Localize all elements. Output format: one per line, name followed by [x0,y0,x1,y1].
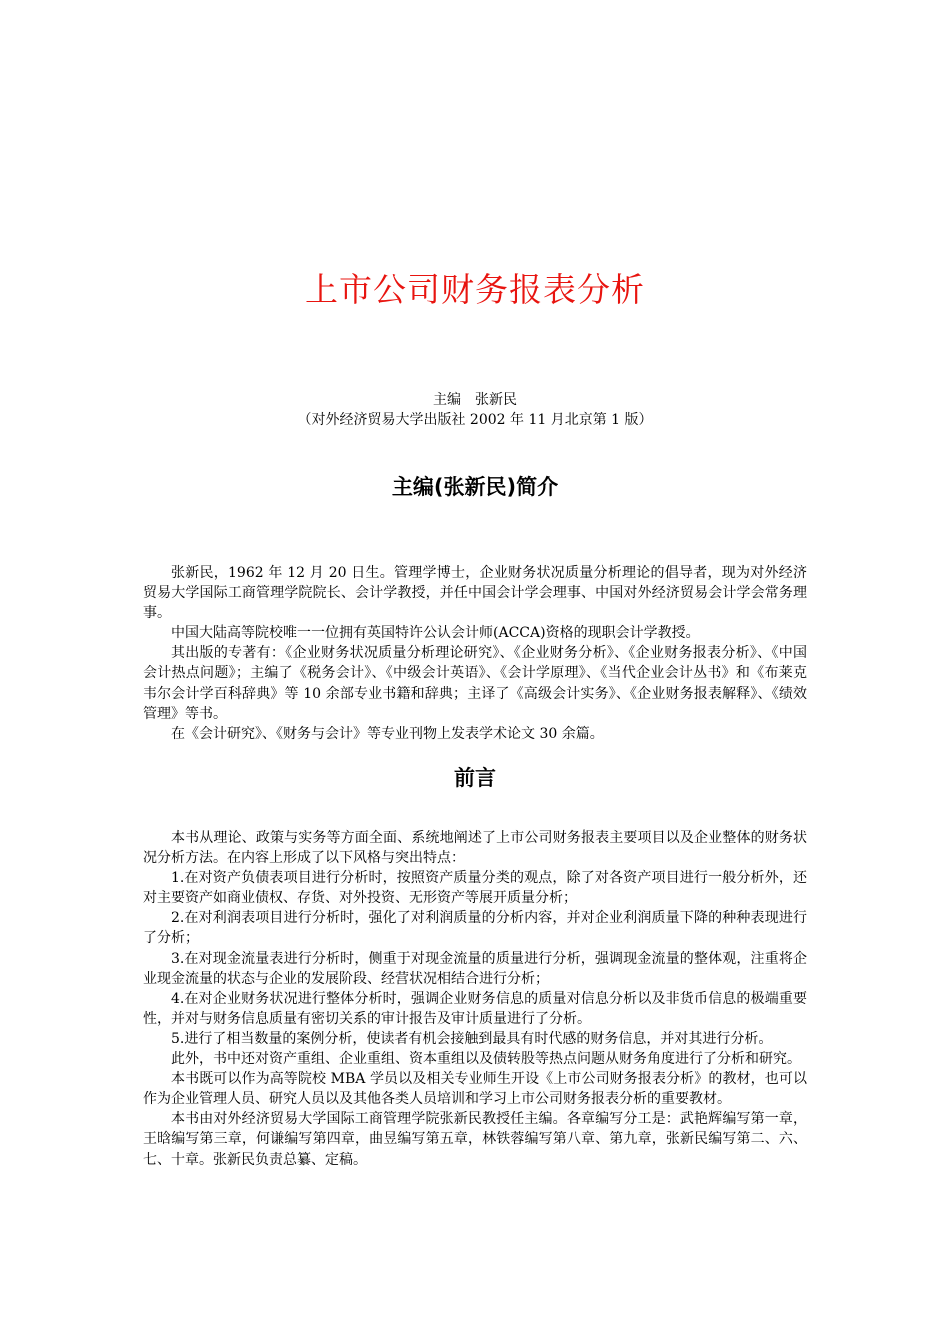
edition-line: （对外经济贸易大学出版社 2002 年 11 月北京第 1 版） [297,412,653,428]
bio-section [143,563,807,744]
preface-paragraph: 1.在对资产负债表项目进行分析时，按照资产质量分类的观点，除了对各资产项目进行一般分析外，还对主要资产如商业债权、存货、对外投资、无形资产等展开质量分析； [143,870,807,907]
book-title: 上市公司财务报表分析 [305,270,645,309]
preface-paragraph: 2.在对利润表项目进行分析时，强化了对利润质量的分析内容，并对企业利润质量下降的种种表现进行了分析； [143,910,807,947]
bio-paragraph: 中国大陆高等院校唯一一位拥有英国特许公认会计师(ACCA)资格的现职会计学教授。 [171,625,700,642]
preface-heading: 前言 [454,766,496,790]
preface-paragraph: 此外，书中还对资产重组、企业重组、资本重组以及债转股等热点问题从财务角度进行了分析和研究。 [171,1051,801,1068]
bio-paragraph: 在《会计研究》、《财务与会计》等专业刊物上发表学术论文 30 余篇。 [171,725,604,742]
bio-paragraph: 张新民，1962 年 12 月 20 日生。管理学博士，企业财务状况质量分析理论的倡导者，现为对外经济贸易大学国际工商管理学院院长、会计学教授，并任中国会计学会理事、中国对外经济贸易会计学会常务理事。 [143,565,807,622]
preface-paragraph: 本书从理论、政策与实务等方面全面、系统地阐述了上市公司财务报表主要项目以及企业整体的财务状况分析方法。在内容上形成了以下风格与突出特点： [143,830,807,867]
preface-paragraph: 本书由对外经济贸易大学国际工商管理学院张新民教授任主编。各章编写分工是：武艳辉编写第一章，王晗编写第三章，何谦编写第四章，曲昱编写第五章，林铁蓉编写第八章、第九章，张新民编写第二、六、七、十章。张新民负责总纂、定稿。 [143,1111,807,1168]
preface-section [143,828,807,1170]
bio-heading: 主编(张新民)简介 [391,475,559,499]
editor-line: 主编 张新民 [433,392,517,408]
preface-paragraph: 本书既可以作为高等院校 MBA 学员以及相关专业师生开设《上市公司财务报表分析》的教材，也可以作为企业管理人员、研究人员以及其他各类人员培训和学习上市公司财务报表分析的重要教材。 [143,1071,807,1108]
preface-paragraph: 4.在对企业财务状况进行整体分析时，强调企业财务信息的质量对信息分析以及非货币信息的极端重要性，并对与财务信息质量有密切关系的审计报告及审计质量进行了分析。 [143,990,807,1027]
bio-paragraph: 其出版的专著有：《企业财务状况质量分析理论研究》、《企业财务分析》、《企业财务报表分析》、《中国会计热点问题》；主编了《税务会计》、《中级会计英语》、《会计学原理》、《当代企业会计丛书》和《布莱克韦尔会计学百科辞典》等 10 余部专业书籍和辞典；主译了《高级会计实务》、《企业财务报表解释》、《绩效管理》等书。 [143,645,807,722]
preface-paragraph: 5.进行了相当数量的案例分析，使读者有机会接触到最具有时代感的财务信息，并对其进行分析。 [171,1030,773,1047]
preface-paragraph: 3.在对现金流量表进行分析时，侧重于对现金流量的质量进行分析，强调现金流量的整体观，注重将企业现金流量的状态与企业的发展阶段、经营状况相结合进行分析； [143,950,807,987]
